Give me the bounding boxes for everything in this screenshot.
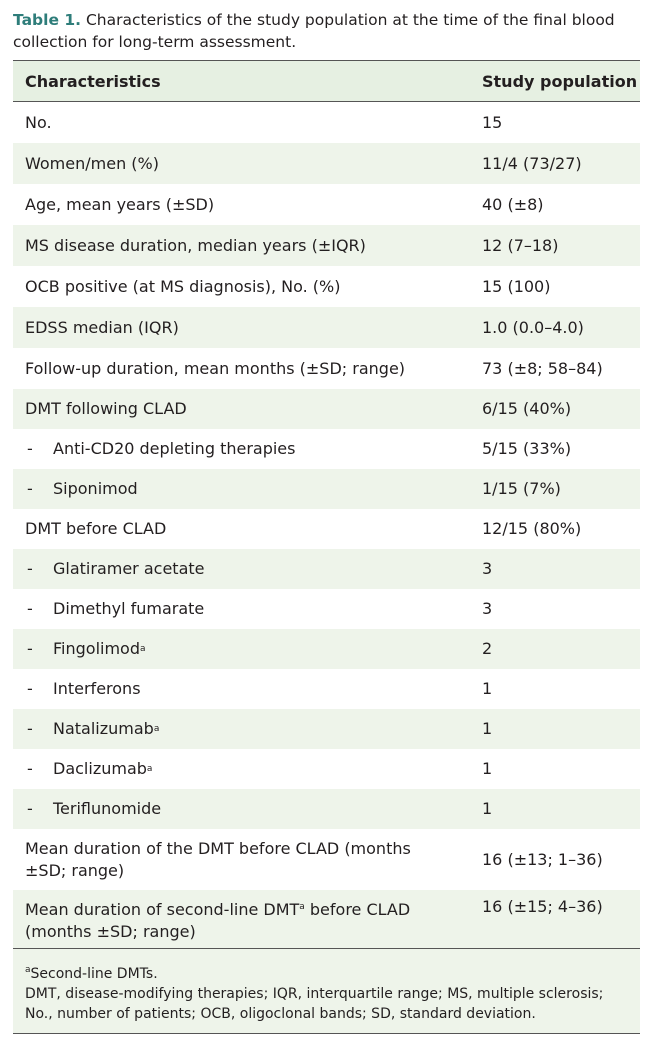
row-label (13, 438, 470, 460)
sub-item-label: Dimethyl fumarate (53, 599, 205, 618)
row-label (13, 798, 470, 820)
sub-item-dash: - (27, 679, 33, 698)
table-row (13, 789, 640, 829)
sub-item-dash: - (27, 599, 33, 618)
header-study-population: Study population (482, 71, 638, 91)
row-label (13, 598, 470, 620)
table-row (13, 184, 640, 225)
table-row (13, 348, 640, 389)
table-row (13, 429, 640, 469)
row-value: 16 (±13; 1–36) (482, 849, 603, 869)
row-label: MS disease duration, median years (±IQR) (25, 235, 366, 255)
table-footnotes (13, 948, 640, 1033)
table-caption-text: Characteristics of the study population at the time of the final blood collection for long-term assessment. (13, 11, 615, 51)
table-row (13, 307, 640, 348)
row-label: Age, mean years (±SD) (25, 194, 215, 214)
row-value: 6/15 (40%) (482, 399, 572, 418)
footnote-a-text: Second-line DMTs. (30, 966, 158, 982)
row-label: Women/men (%) (25, 153, 159, 173)
row-label (13, 718, 470, 740)
table-row (13, 143, 640, 184)
table-row (13, 629, 640, 669)
row-value: 73 (±8; 58–84) (482, 358, 603, 378)
table-label: Table 1. (13, 11, 82, 29)
table-header (13, 61, 640, 102)
sub-item-label: Interferons (53, 679, 141, 698)
header-characteristics: Characteristics (25, 71, 161, 91)
row-label-part: Mean duration of second-line DMT (25, 900, 300, 919)
row-value: 5/15 (33%) (482, 439, 572, 458)
row-label (13, 678, 470, 700)
sub-item-label: Daclizumab (53, 759, 147, 778)
sub-item-dash: - (27, 759, 33, 778)
table-row (13, 549, 640, 589)
row-value: 3 (482, 599, 493, 618)
footnote-marker: a (299, 902, 305, 912)
table-row (13, 102, 640, 143)
table-row (13, 709, 640, 749)
sub-item-label: Natalizumab (53, 719, 154, 738)
row-label: EDSS median (IQR) (25, 317, 179, 337)
row-value: 15 (100) (482, 276, 551, 296)
table-row (13, 669, 640, 709)
row-value: 1 (482, 799, 493, 818)
sub-item-dash: - (27, 479, 33, 498)
table-row (13, 389, 640, 429)
table-row (13, 749, 640, 789)
table-row (13, 225, 640, 266)
row-label: DMT before CLAD (25, 519, 167, 538)
footnote-marker: a (153, 724, 160, 734)
row-label (13, 896, 470, 943)
footnote-marker: a (25, 965, 31, 975)
footnote-marker: a (146, 764, 153, 774)
sub-item-dash: - (27, 719, 33, 738)
row-label (13, 558, 470, 580)
row-value: 11/4 (73/27) (482, 153, 582, 173)
row-value: 1 (482, 679, 493, 698)
row-label: No. (25, 112, 52, 132)
footnote-a (25, 960, 628, 984)
row-value: 12 (7–18) (482, 235, 559, 255)
row-value: 1/15 (7%) (482, 479, 561, 498)
table-row (13, 829, 640, 890)
row-value: 2 (482, 639, 493, 658)
sub-item-dash: - (27, 639, 33, 658)
sub-item-label: Teriflunomide (53, 799, 162, 818)
table-row (13, 509, 640, 549)
table-row (13, 890, 640, 948)
sub-item-label: Siponimod (53, 479, 138, 498)
row-label: Follow-up duration, mean months (±SD; range) (25, 358, 406, 378)
row-value: 3 (482, 559, 493, 578)
sub-item-dash: - (27, 439, 33, 458)
row-value: 1 (482, 719, 493, 738)
row-label: DMT following CLAD (25, 399, 187, 418)
footnote-abbreviations: DMT, disease-modifying therapies; IQR, interquartile range; MS, multiple sclerosis; No., number of patients; OCB, oligoclonal bands; SD, standard deviation. (25, 986, 604, 1022)
sub-item-label: Fingolimod (53, 639, 140, 658)
row-label (13, 638, 470, 660)
table-row (13, 266, 640, 307)
row-value: 16 (±15; 4–36) (482, 897, 603, 916)
row-value: 15 (482, 112, 503, 132)
row-label: Mean duration of the DMT before CLAD (months ±SD; range) (25, 838, 411, 880)
row-label (13, 758, 470, 780)
sub-item-dash: - (27, 559, 33, 578)
sub-item-dash: - (27, 799, 33, 818)
row-label: OCB positive (at MS diagnosis), No. (%) (25, 276, 341, 296)
table-row (13, 469, 640, 509)
row-value: 1 (482, 759, 493, 778)
footnote-marker: a (140, 644, 146, 654)
characteristics-table (13, 60, 640, 1034)
row-value: 40 (±8) (482, 194, 544, 214)
sub-item-label: Anti-CD20 depleting therapies (53, 439, 296, 458)
row-value: 1.0 (0.0–4.0) (482, 317, 584, 337)
table-row (13, 589, 640, 629)
row-label-part: before CLAD (months ±SD; range) (25, 900, 411, 941)
row-value: 12/15 (80%) (482, 519, 582, 538)
row-label (13, 478, 470, 500)
table-caption (13, 9, 645, 53)
sub-item-label: Glatiramer acetate (53, 559, 205, 578)
